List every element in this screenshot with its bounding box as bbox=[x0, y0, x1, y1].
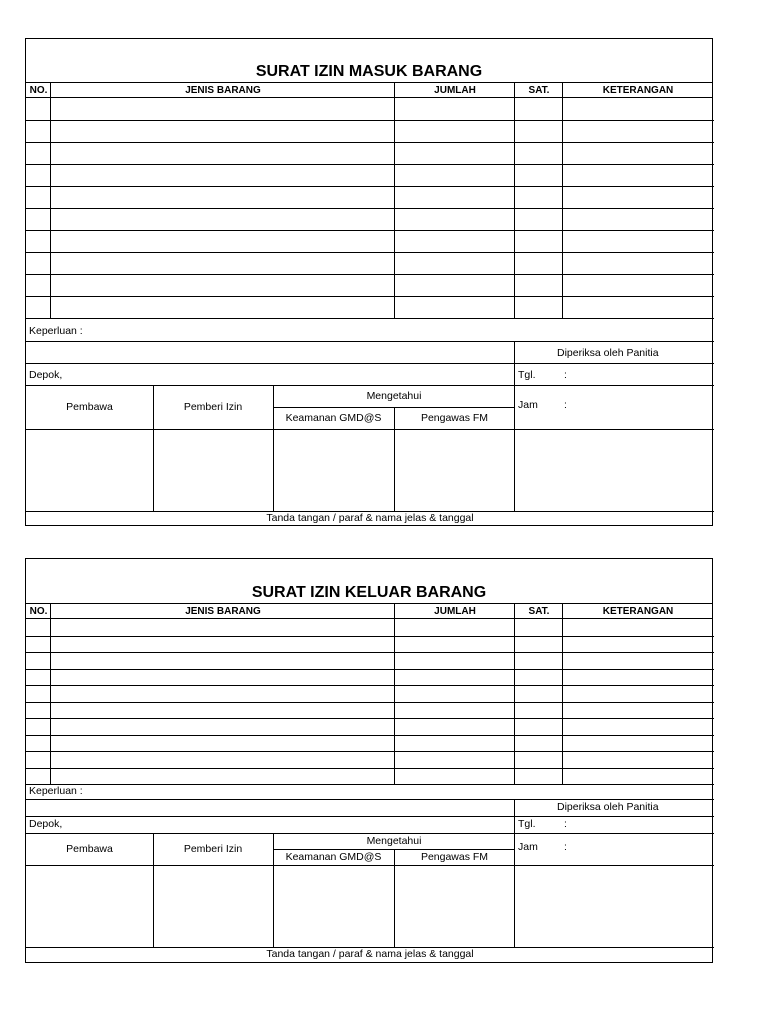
keamanan-label: Keamanan GMD@S bbox=[285, 850, 382, 863]
table-row bbox=[26, 186, 714, 187]
tgl-label: Tgl. bbox=[518, 818, 536, 830]
tgl-colon: : bbox=[564, 818, 567, 830]
jam-colon: : bbox=[564, 399, 567, 411]
table-row bbox=[26, 702, 714, 703]
form-title: SURAT IZIN KELUAR BARANG bbox=[26, 559, 712, 604]
table-row bbox=[26, 652, 714, 653]
mengetahui-label: Mengetahui bbox=[366, 389, 422, 402]
tgl-label: Tgl. bbox=[518, 369, 536, 381]
table-row bbox=[26, 636, 714, 637]
depok-label: Depok, bbox=[29, 818, 63, 830]
pemberi-izin-label: Pemberi Izin bbox=[183, 842, 243, 855]
keamanan-label: Keamanan GMD@S bbox=[285, 411, 382, 424]
keperluan-label: Keperluan : bbox=[29, 325, 83, 337]
table-row bbox=[26, 685, 714, 686]
diperiksa-label: Diperiksa oleh Panitia bbox=[557, 801, 659, 813]
form-izin-keluar bbox=[25, 558, 713, 963]
col-header-keterangan: KETERANGAN bbox=[563, 604, 713, 619]
diperiksa-label: Diperiksa oleh Panitia bbox=[557, 347, 659, 359]
depok-label: Depok, bbox=[29, 369, 63, 381]
col-header-jenis-barang: JENIS BARANG bbox=[51, 604, 395, 619]
signature-footer-note: Tanda tangan / paraf & nama jelas & tanggal bbox=[266, 511, 474, 524]
jam-label: Jam bbox=[518, 399, 538, 411]
table-row bbox=[26, 274, 714, 275]
pembawa-label: Pembawa bbox=[66, 842, 113, 855]
col-header-no: NO. bbox=[26, 604, 51, 619]
col-header-satuan: SAT. bbox=[515, 83, 563, 98]
col-header-keterangan: KETERANGAN bbox=[563, 83, 713, 98]
table-row bbox=[26, 164, 714, 165]
table-row bbox=[26, 669, 714, 670]
pemberi-izin-label: Pemberi Izin bbox=[183, 400, 243, 413]
table-row bbox=[26, 142, 714, 143]
pengawas-label: Pengawas FM bbox=[420, 411, 489, 424]
signature-footer-note: Tanda tangan / paraf & nama jelas & tanggal bbox=[266, 947, 474, 960]
col-header-satuan: SAT. bbox=[515, 604, 563, 619]
table-row bbox=[26, 230, 714, 231]
pengawas-label: Pengawas FM bbox=[420, 850, 489, 863]
table-row bbox=[26, 784, 714, 785]
col-header-no: NO. bbox=[26, 83, 51, 98]
form-izin-masuk bbox=[25, 38, 713, 526]
col-header-jumlah: JUMLAH bbox=[395, 604, 515, 619]
table-row bbox=[26, 768, 714, 769]
table-row bbox=[26, 718, 714, 719]
col-header-jenis-barang: JENIS BARANG bbox=[51, 83, 395, 98]
table-row bbox=[26, 208, 714, 209]
form-title: SURAT IZIN MASUK BARANG bbox=[26, 39, 712, 83]
table-row bbox=[26, 735, 714, 736]
keperluan-label: Keperluan : bbox=[29, 785, 83, 797]
table-row bbox=[26, 252, 714, 253]
mengetahui-label: Mengetahui bbox=[366, 834, 422, 847]
col-header-jumlah: JUMLAH bbox=[395, 83, 515, 98]
table-row bbox=[26, 296, 714, 297]
tgl-colon: : bbox=[564, 369, 567, 381]
table-row bbox=[26, 318, 714, 319]
table-row bbox=[26, 120, 714, 121]
table-row bbox=[26, 751, 714, 752]
jam-colon: : bbox=[564, 841, 567, 853]
jam-label: Jam bbox=[518, 841, 538, 853]
pembawa-label: Pembawa bbox=[66, 400, 113, 413]
